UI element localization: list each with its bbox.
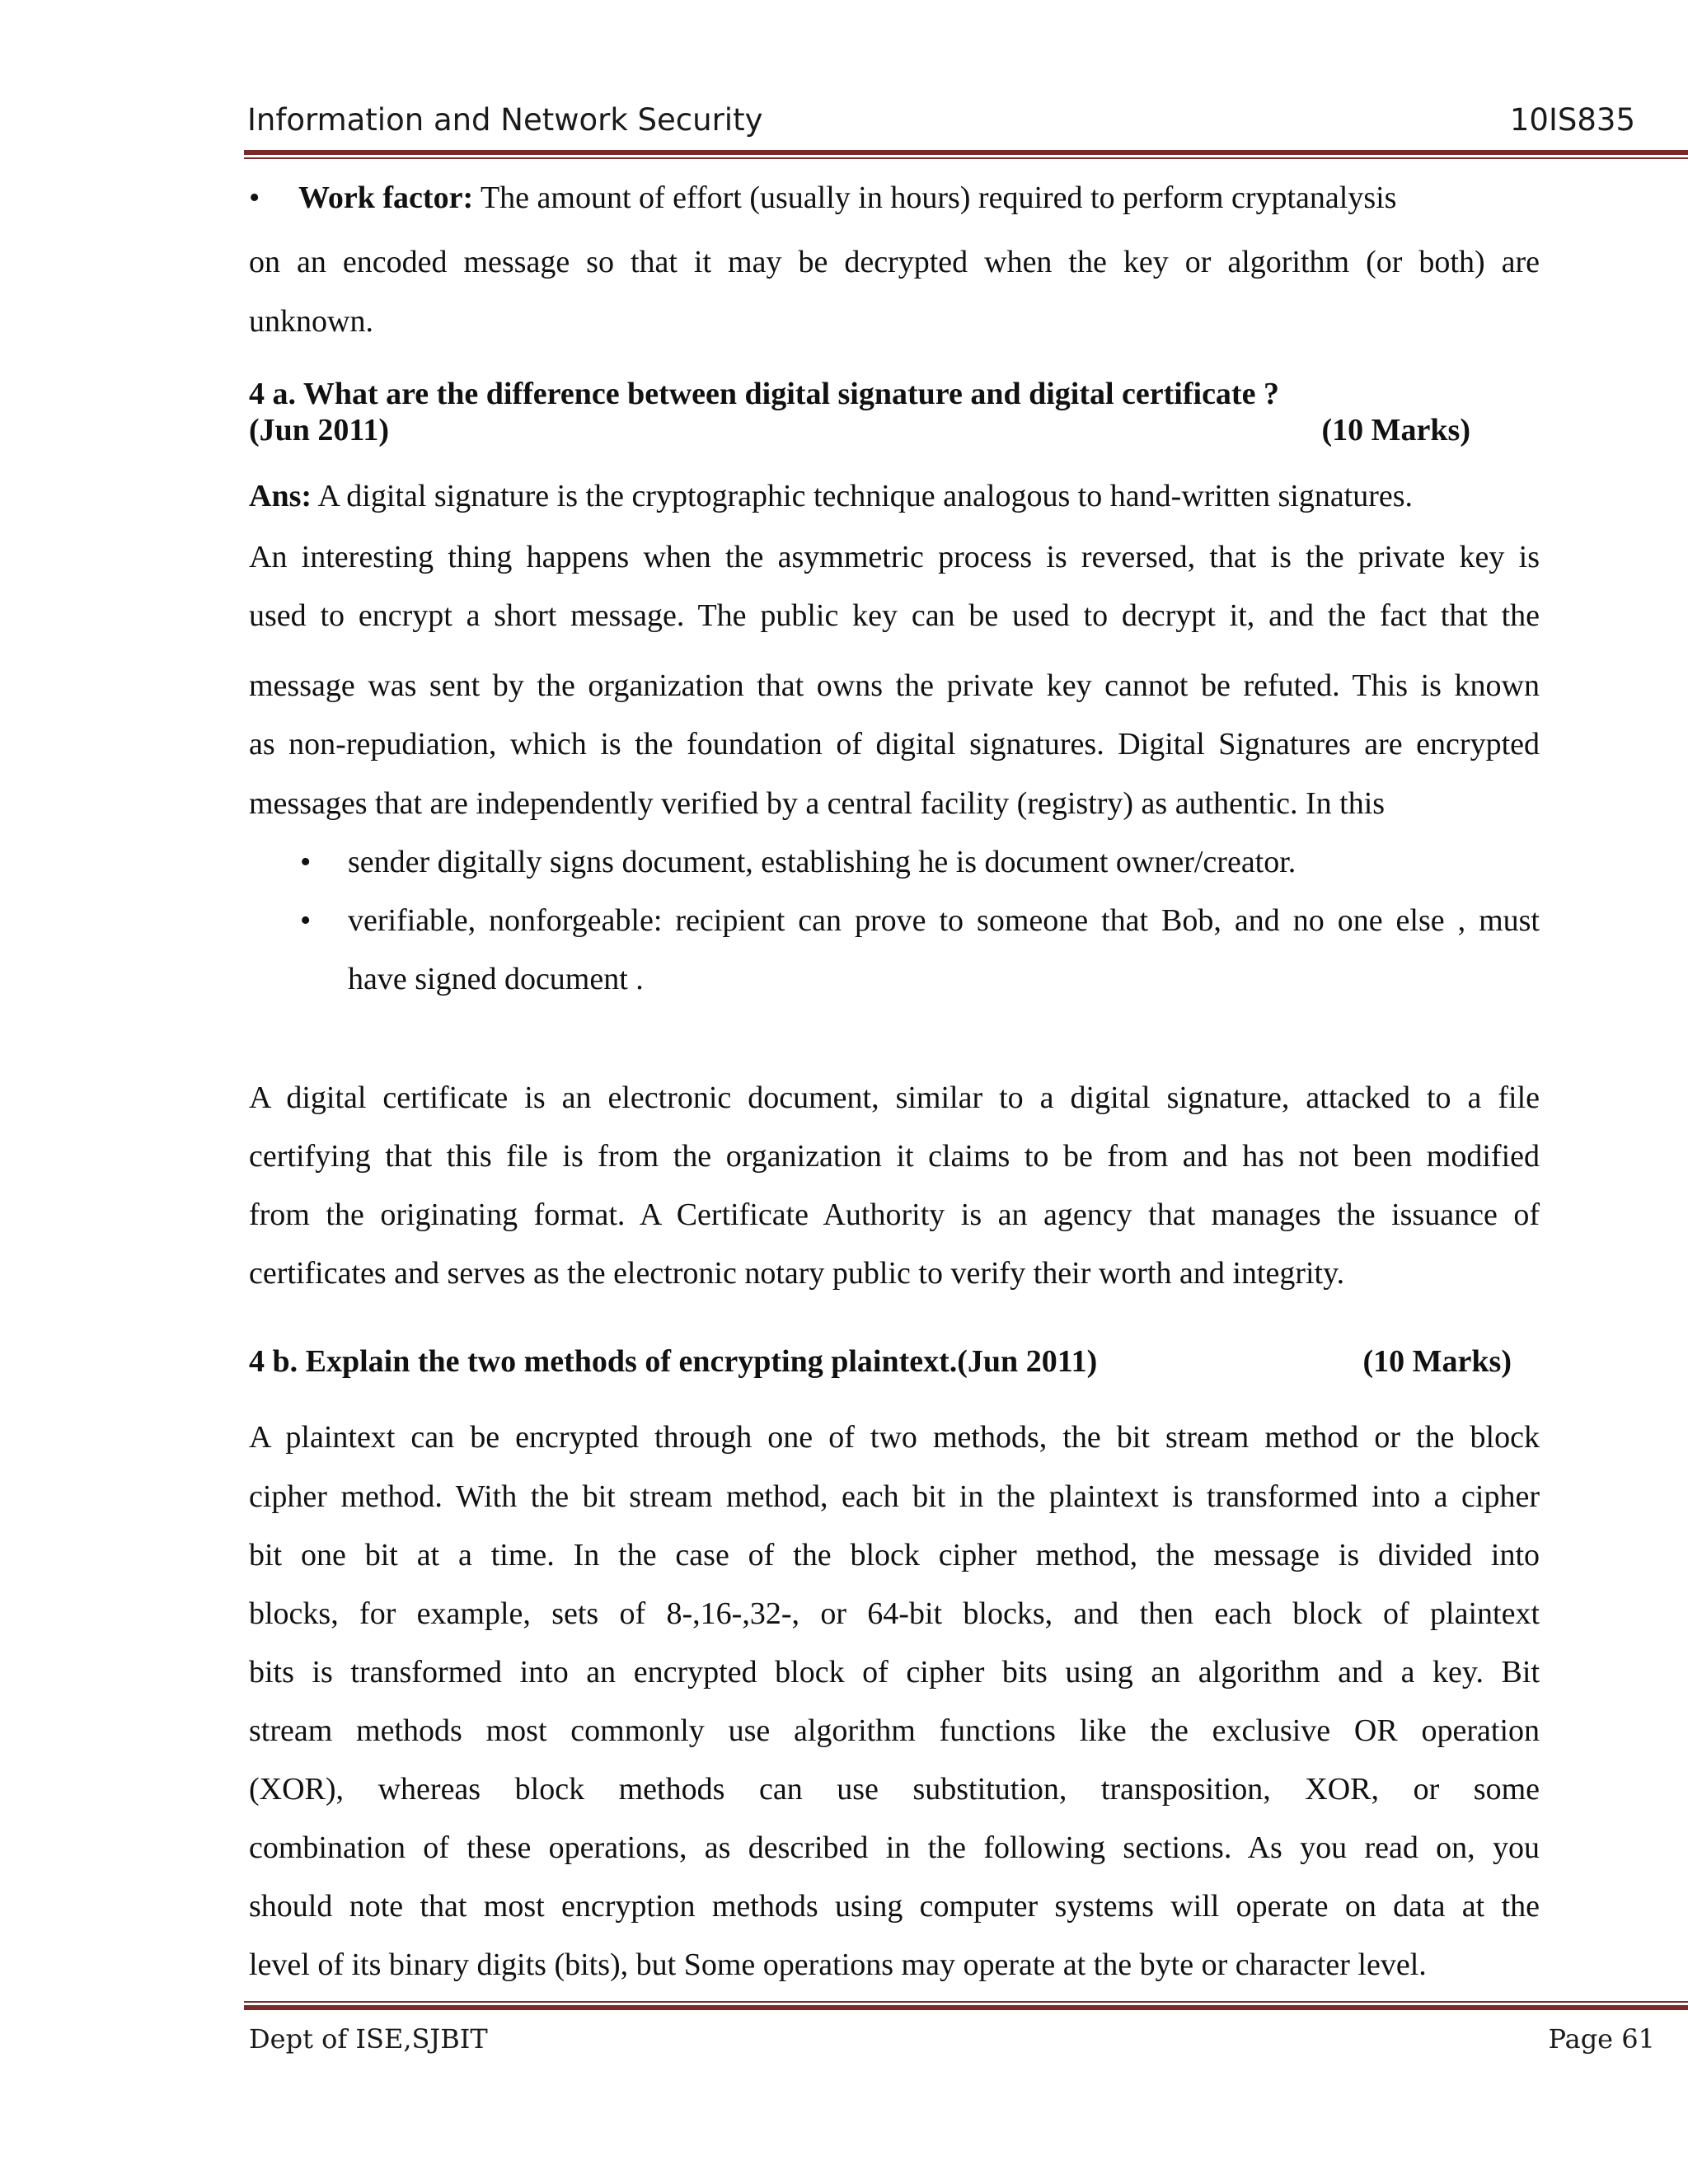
paragraph-line: as non-repudiation, which is the foundation of digital signatures. Digital Signatures are encrypted [249, 727, 1540, 762]
paragraph-line: messages that are independently verified by a central facility (registry) as authentic. In this [249, 786, 1386, 821]
paragraph-line: cipher method. With the bit stream method, each bit in the plaintext is transformed into a cipher [249, 1479, 1540, 1514]
paragraph-line: certificates and serves as the electronic notary public to verify their worth and integrity. [249, 1256, 1345, 1291]
bullet-glyph: • [300, 845, 312, 879]
bullet-glyph: • [249, 180, 260, 215]
question-marks: (10 Marks) [1321, 413, 1470, 448]
question-4a-meta [249, 412, 1540, 448]
paragraph-line: should note that most encryption methods using computer systems will operate on data at the [249, 1889, 1540, 1924]
question-text: 4 b. Explain the two methods of encrypting plaintext.(Jun 2011) [249, 1344, 1098, 1379]
paragraph-line: message was sent by the organization that owns the private key cannot be refuted. This is known [249, 668, 1540, 703]
bullet-glyph: • [300, 903, 312, 938]
header-rule [244, 150, 1688, 162]
work-factor-text: The amount of effort (usually in hours) required to perform cryptanalysis [480, 180, 1397, 215]
list-item-text: verifiable, nonforgeable: recipient can prove to someone that Bob, and no one else , must [348, 903, 1540, 938]
answer-text: A digital signature is the cryptographic technique analogous to hand-written signatures. [317, 479, 1414, 513]
paragraph-line: combination of these operations, as described in the following sections. As you read on, you [249, 1830, 1540, 1865]
paragraph-line: on an encoded message so that it may be decrypted when the key or algorithm (or both) are [249, 245, 1540, 279]
paragraph-line: unknown. [249, 304, 373, 339]
paragraph-line: bit one bit at a time. In the case of the block cipher method, the message is divided into [249, 1538, 1540, 1572]
header-title: Information and Network Security [247, 102, 763, 138]
paragraph-line: (XOR), whereas block methods can use substitution, transposition, XOR, or some [249, 1772, 1540, 1807]
list-item-text: have signed document . [348, 962, 644, 996]
paragraph-line: A plaintext can be encrypted through one of two methods, the bit stream method or the block [249, 1420, 1540, 1455]
paragraph-line: level of its binary digits (bits), but Some operations may operate at the byte or character level. [249, 1947, 1427, 1982]
answer-label: Ans: [249, 479, 312, 513]
paragraph-line: stream methods most commonly use algorithm functions like the exclusive OR operation [249, 1713, 1540, 1748]
question-date: (Jun 2011) [249, 413, 389, 448]
page-footer [249, 2023, 1655, 2064]
paragraph-line: blocks, for example, sets of 8-,16-,32-, or 64-bit blocks, and then each block of plaintext [249, 1596, 1540, 1631]
work-factor-bullet [249, 180, 1540, 216]
header-course-code: 10IS835 [1509, 102, 1635, 138]
footer-dept: Dept of ISE,SJBIT [249, 2023, 488, 2055]
paragraph-line: from the originating format. A Certificate Authority is an agency that manages the issuance of [249, 1197, 1540, 1232]
question-4b [249, 1343, 1540, 1380]
paragraph-line: used to encrypt a short message. The public key can be used to decrypt it, and the fact that the [249, 598, 1540, 633]
page-header [247, 96, 1635, 145]
question-4a: 4 a. What are the difference between digital signature and digital certificate ? [249, 377, 1279, 411]
footer-rule [244, 2001, 1688, 2013]
work-factor-term: Work factor: [298, 180, 474, 215]
footer-page-number: Page 61 [1548, 2023, 1655, 2055]
paragraph-line: A digital certificate is an electronic document, similar to a digital signature, attacked to a file [249, 1080, 1540, 1115]
paragraph-line: certifying that this file is from the organization it claims to be from and has not been modified [249, 1139, 1540, 1174]
paragraph-line: bits is transformed into an encrypted block of cipher bits using an algorithm and a key. Bit [249, 1655, 1540, 1690]
question-marks: (10 Marks) [1362, 1344, 1512, 1379]
answer-line [249, 478, 1540, 514]
paragraph-line: An interesting thing happens when the asymmetric process is reversed, that is the private key is [249, 540, 1540, 574]
list-item-text: sender digitally signs document, establishing he is document owner/creator. [348, 845, 1296, 879]
